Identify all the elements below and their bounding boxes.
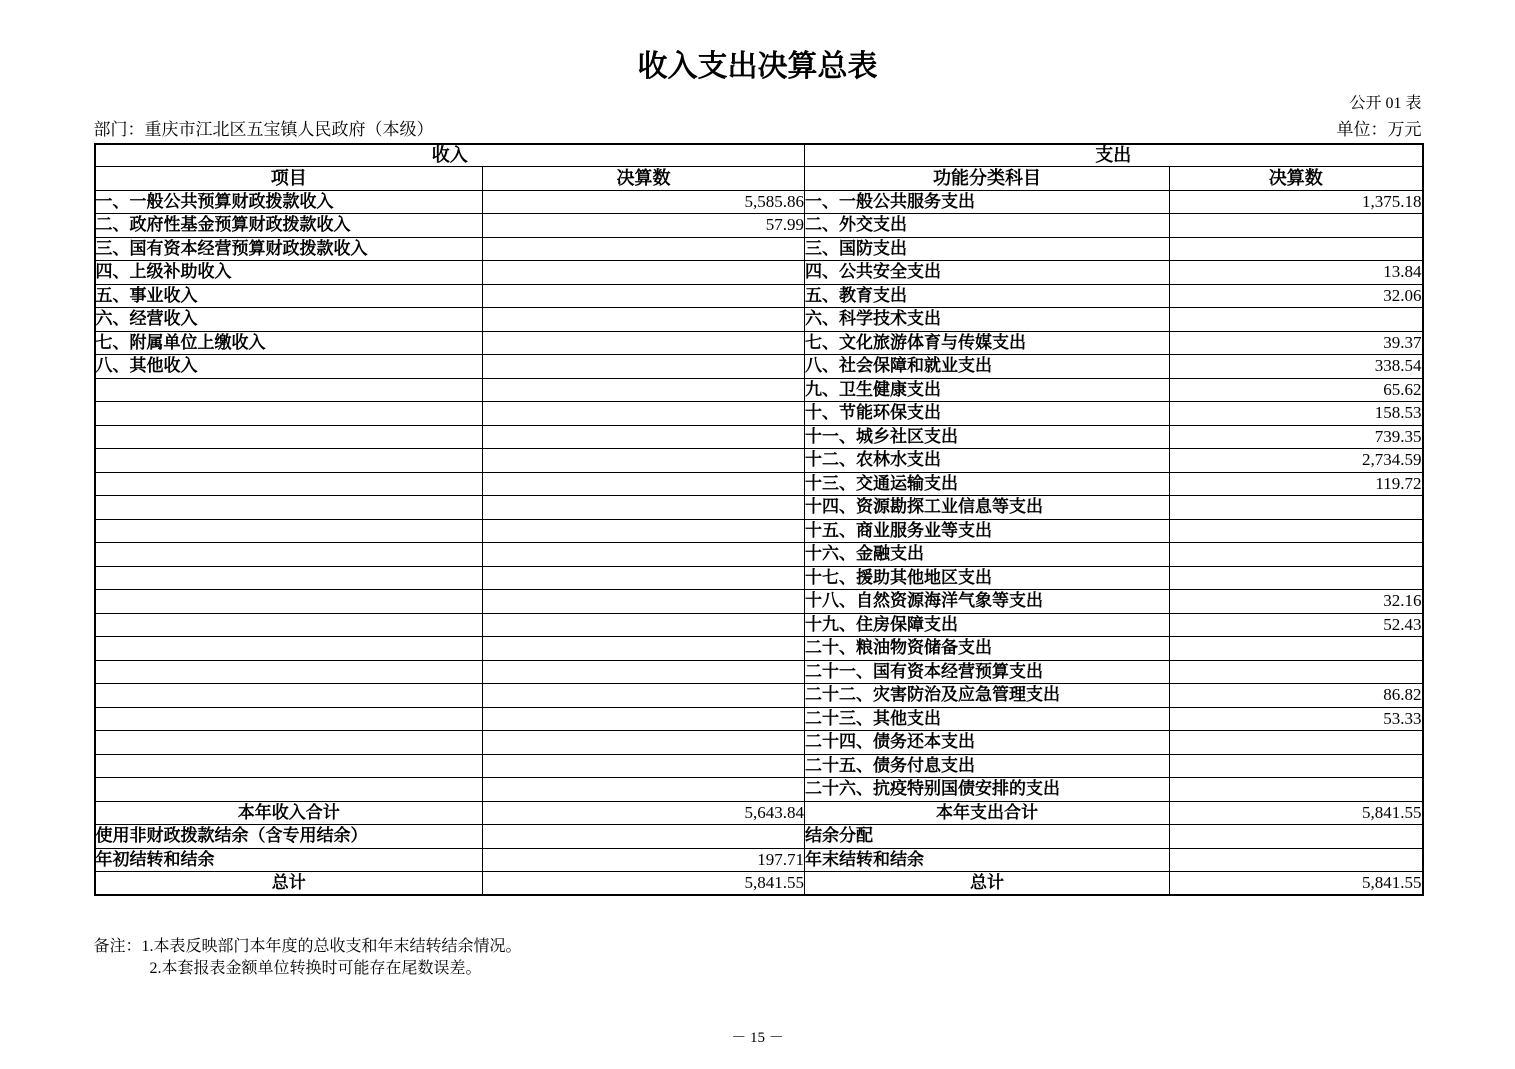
income-item-label [95, 425, 483, 449]
income-item-label [95, 778, 483, 802]
expenditure-item-value [1170, 754, 1423, 778]
expenditure-summary-label: 本年支出合计 [805, 801, 1170, 825]
income-item-value [483, 402, 805, 426]
table-row [95, 214, 1423, 238]
expenditure-item-value: 13.84 [1170, 261, 1423, 285]
income-item-value [483, 355, 805, 379]
income-summary-label: 使用非财政拨款结余（含专用结余） [95, 825, 483, 849]
income-item-label [95, 754, 483, 778]
expenditure-item-label: 二十五、债务付息支出 [805, 754, 1170, 778]
income-item-label: 五、事业收入 [95, 284, 483, 308]
income-item-value: 57.99 [483, 214, 805, 238]
income-item-label: 七、附属单位上缴收入 [95, 331, 483, 355]
income-item-label: 二、政府性基金预算财政拨款收入 [95, 214, 483, 238]
table-row [95, 355, 1423, 379]
summary-row [95, 801, 1423, 825]
income-summary-value: 197.71 [483, 848, 805, 872]
expenditure-item-value: 86.82 [1170, 684, 1423, 708]
table-row [95, 590, 1423, 614]
table-row [95, 496, 1423, 520]
income-item-label [95, 543, 483, 567]
expenditure-item-value: 158.53 [1170, 402, 1423, 426]
expenditure-item-label: 十、节能环保支出 [805, 402, 1170, 426]
expenditure-summary-label: 总计 [805, 872, 1170, 896]
expenditure-item-label: 十八、自然资源海洋气象等支出 [805, 590, 1170, 614]
income-item-value [483, 731, 805, 755]
table-row [95, 519, 1423, 543]
expenditure-item-label: 二十一、国有资本经营预算支出 [805, 660, 1170, 684]
expenditure-item-label: 七、文化旅游体育与传媒支出 [805, 331, 1170, 355]
income-item-value [483, 637, 805, 661]
table-row [95, 378, 1423, 402]
income-item-value [483, 684, 805, 708]
income-item-value [483, 472, 805, 496]
income-item-value [483, 237, 805, 261]
accounts-table [94, 143, 1424, 896]
expenditure-item-label: 三、国防支出 [805, 237, 1170, 261]
income-item-value [483, 261, 805, 285]
expenditure-item-label: 二十四、债务还本支出 [805, 731, 1170, 755]
expenditure-item-label: 五、教育支出 [805, 284, 1170, 308]
summary-row [95, 825, 1423, 849]
expenditure-item-value [1170, 566, 1423, 590]
income-item-value: 5,585.86 [483, 190, 805, 214]
expenditure-item-value [1170, 308, 1423, 332]
income-summary-value: 5,841.55 [483, 872, 805, 896]
expenditure-item-value: 53.33 [1170, 707, 1423, 731]
expenditure-item-value: 2,734.59 [1170, 449, 1423, 473]
expenditure-item-label: 十七、援助其他地区支出 [805, 566, 1170, 590]
income-item-label [95, 707, 483, 731]
income-item-label [95, 519, 483, 543]
note-line-2 [94, 958, 1422, 980]
expenditure-item-label: 六、科学技术支出 [805, 308, 1170, 332]
income-item-value [483, 778, 805, 802]
expenditure-item-value: 338.54 [1170, 355, 1423, 379]
table-row [95, 472, 1423, 496]
table-row [95, 613, 1423, 637]
table-row [95, 425, 1423, 449]
income-item-value [483, 707, 805, 731]
income-item-label [95, 566, 483, 590]
note-line-1 [94, 936, 1422, 958]
income-item-label: 六、经营收入 [95, 308, 483, 332]
income-summary-label: 年初结转和结余 [95, 848, 483, 872]
expenditure-summary-value: 5,841.55 [1170, 872, 1423, 896]
summary-row [95, 848, 1423, 872]
expenditure-item-label: 二十六、抗疫特别国债安排的支出 [805, 778, 1170, 802]
expenditure-item-label: 十一、城乡社区支出 [805, 425, 1170, 449]
income-item-label [95, 449, 483, 473]
income-item-value [483, 496, 805, 520]
page-title: 收入支出决算总表 [637, 50, 878, 83]
income-item-value [483, 543, 805, 567]
income-item-column-header: 项目 [95, 166, 483, 190]
income-item-value [483, 660, 805, 684]
income-item-value [483, 284, 805, 308]
expenditure-item-value [1170, 778, 1423, 802]
summary-row [95, 872, 1423, 896]
table-row [95, 449, 1423, 473]
income-item-value [483, 378, 805, 402]
income-item-label [95, 496, 483, 520]
notes-label: 备注： [93, 938, 142, 955]
unit-label: 单位：万元 [1336, 120, 1422, 139]
expenditure-item-label: 十二、农林水支出 [805, 449, 1170, 473]
income-item-label [95, 613, 483, 637]
expenditure-item-label: 十九、住房保障支出 [805, 613, 1170, 637]
column-header-row [95, 166, 1423, 190]
income-item-label [95, 637, 483, 661]
expenditure-item-value: 119.72 [1170, 472, 1423, 496]
income-item-value [483, 613, 805, 637]
table-row [95, 543, 1423, 567]
table-row [95, 731, 1423, 755]
income-item-label [95, 731, 483, 755]
income-summary-value: 5,643.84 [483, 801, 805, 825]
expenditure-summary-value [1170, 825, 1423, 849]
expenditure-item-label: 二十、粮油物资储备支出 [805, 637, 1170, 661]
income-item-label [95, 472, 483, 496]
table-row [95, 754, 1423, 778]
income-item-value [483, 590, 805, 614]
department-label: 部门：重庆市江北区五宝镇人民政府（本级） [93, 120, 434, 139]
income-item-label: 三、国有资本经营预算财政拨款收入 [95, 237, 483, 261]
income-item-label [95, 684, 483, 708]
expenditure-amount-column-header: 决算数 [1170, 166, 1423, 190]
expenditure-item-value: 32.06 [1170, 284, 1423, 308]
expenditure-item-value: 739.35 [1170, 425, 1423, 449]
expenditure-summary-value [1170, 848, 1423, 872]
income-amount-column-header: 决算数 [483, 166, 805, 190]
expenditure-item-value: 52.43 [1170, 613, 1423, 637]
expenditure-item-value [1170, 543, 1423, 567]
expenditure-item-value: 65.62 [1170, 378, 1423, 402]
expenditure-item-value [1170, 519, 1423, 543]
income-item-label: 八、其他收入 [95, 355, 483, 379]
table-row [95, 684, 1423, 708]
table-row [95, 331, 1423, 355]
income-item-label [95, 402, 483, 426]
table-row [95, 707, 1423, 731]
expenditure-item-column-header: 功能分类科目 [805, 166, 1170, 190]
expenditure-item-value: 39.37 [1170, 331, 1423, 355]
income-item-label [95, 590, 483, 614]
table-row [95, 566, 1423, 590]
table-row [95, 237, 1423, 261]
income-item-value [483, 566, 805, 590]
expenditure-item-value: 32.16 [1170, 590, 1423, 614]
page-number: － 15 － [731, 1030, 784, 1046]
expenditure-item-value [1170, 237, 1423, 261]
income-summary-label: 总计 [95, 872, 483, 896]
income-item-label: 四、上级补助收入 [95, 261, 483, 285]
income-item-value [483, 425, 805, 449]
expenditure-summary-label: 结余分配 [805, 825, 1170, 849]
expenditure-item-label: 二十三、其他支出 [805, 707, 1170, 731]
expenditure-item-value: 1,375.18 [1170, 190, 1423, 214]
note-text-2: 2.本套报表金额单位转换时可能存在尾数误差。 [149, 960, 482, 977]
expenditure-item-label: 四、公共安全支出 [805, 261, 1170, 285]
income-section-header: 收入 [95, 144, 805, 166]
expenditure-section-header: 支出 [805, 144, 1423, 166]
income-item-label: 一、一般公共预算财政拨款收入 [95, 190, 483, 214]
expenditure-item-label: 二十二、灾害防治及应急管理支出 [805, 684, 1170, 708]
income-item-value [483, 331, 805, 355]
expenditure-item-label: 十六、金融支出 [805, 543, 1170, 567]
expenditure-item-value [1170, 660, 1423, 684]
income-summary-label: 本年收入合计 [95, 801, 483, 825]
table-row [95, 261, 1423, 285]
expenditure-item-value [1170, 496, 1423, 520]
expenditure-item-label: 九、卫生健康支出 [805, 378, 1170, 402]
expenditure-item-label: 一、一般公共服务支出 [805, 190, 1170, 214]
expenditure-summary-label: 年末结转和结余 [805, 848, 1170, 872]
notes-block [94, 936, 1422, 980]
expenditure-summary-value: 5,841.55 [1170, 801, 1423, 825]
expenditure-item-label: 二、外交支出 [805, 214, 1170, 238]
table-row [95, 284, 1423, 308]
expenditure-item-label: 八、社会保障和就业支出 [805, 355, 1170, 379]
table-row [95, 660, 1423, 684]
expenditure-item-value [1170, 637, 1423, 661]
expenditure-item-label: 十三、交通运输支出 [805, 472, 1170, 496]
table-row [95, 190, 1423, 214]
table-row [95, 778, 1423, 802]
income-item-label [95, 378, 483, 402]
income-summary-value [483, 825, 805, 849]
expenditure-item-value [1170, 214, 1423, 238]
expenditure-item-label: 十五、商业服务业等支出 [805, 519, 1170, 543]
expenditure-item-value [1170, 731, 1423, 755]
income-item-value [483, 449, 805, 473]
income-item-value [483, 308, 805, 332]
income-item-value [483, 519, 805, 543]
table-row [95, 308, 1423, 332]
meta-row [94, 120, 1422, 139]
income-item-value [483, 754, 805, 778]
note-text-1: 1.本表反映部门本年度的总收支和年末结转结余情况。 [141, 938, 522, 955]
expenditure-item-label: 十四、资源勘探工业信息等支出 [805, 496, 1170, 520]
table-row [95, 402, 1423, 426]
table-row [95, 637, 1423, 661]
section-header-row [95, 144, 1423, 166]
table-code-label: 公开 01 表 [1349, 95, 1422, 112]
income-item-label [95, 660, 483, 684]
